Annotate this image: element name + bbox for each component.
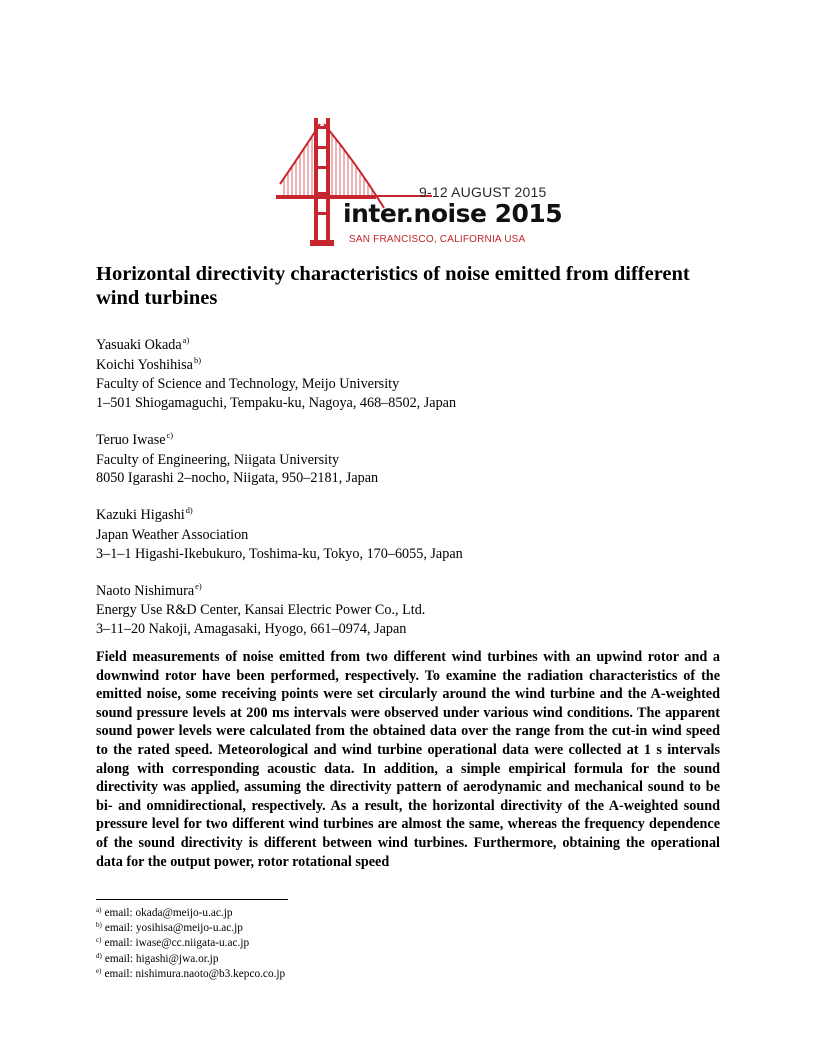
author-mark: d) [185, 505, 193, 516]
conference-date: 9-12 AUGUST 2015 [419, 184, 547, 200]
author-name: Kazuki Higashi$^{d)}$ [96, 505, 193, 524]
conference-location: SAN FRANCISCO, CALIFORNIA USA [349, 234, 526, 245]
author-group [96, 582, 736, 639]
address: 3–1–1 Higashi-Ikebukuro, Toshima-ku, Tokyo, 170–6055, Japan [96, 545, 463, 562]
abstract: Field measurements of noise emitted from two different wind turbines with an upwind rotor and a downwind rotor have been performed, respectively. To examine the radiation characteristics of the emitted noise, some receiving points were set circularly around the wind turbine and the A-weighted sound pressure levels at 200 ms intervals were observed under various wind conditions. The apparent sound power levels were calculated from the obtained data over the range from the cut-in wind speed to the rated speed. Meteorological and wind turbine operational data were collected at 1 s intervals along with corresponding acoustic data. In addition, a simple empirical formula for the sound directivity was applied, assuming the directivity pattern of aerodynamic and mechanical sound to be bi- and omnidirectional, respectively. As a result, the horizontal directivity of the A-weighted sound pressure level for two different wind turbines are almost the same, whereas the frequency dependence of the sound directivity is different between wind turbines. Furthermore, obtaining the operational data for the output power, rotor rotational speed [96, 649, 720, 870]
footnote: $^{d)}$ email: higashi@jwa.or.jp [96, 951, 219, 965]
footnotes [96, 906, 285, 982]
paper-title: Horizontal directivity characteristics of noise emitted from different wind turbines [96, 263, 690, 309]
conference-logo [272, 112, 563, 250]
author-group [96, 431, 736, 488]
author-group [96, 506, 736, 563]
affiliation: Faculty of Science and Technology, Meijo University [96, 376, 400, 393]
author-name: Koichi Yoshihisa$^{b)}$ [96, 354, 202, 373]
address: 1–501 Shiogamaguchi, Tempaku-ku, Nagoya, 468–8502, Japan [96, 394, 457, 411]
footnote-divider [96, 899, 288, 900]
affiliation: Japan Weather Association [96, 526, 249, 543]
conference-brand: inter.noise 2015 [343, 199, 563, 228]
author-name: Teruo Iwase$^{c)}$ [96, 429, 174, 448]
author-mark: e) [195, 580, 202, 591]
author-mark: b) [193, 354, 202, 365]
author-name: Yasuaki Okada$^{a)}$ [96, 335, 190, 353]
footnote: $^{b)}$ email: yosihisa@meijo-u.ac.jp [96, 921, 243, 935]
author-mark: a) [182, 335, 190, 345]
address: 3–11–20 Nakoji, Amagasaki, Hyogo, 661–0974, Japan [96, 620, 407, 637]
affiliation: Energy Use R&D Center, Kansai Electric Power Co., Ltd. [96, 602, 426, 619]
author-mark: c) [166, 429, 174, 440]
footnote: $^{c)}$ email: iwase@cc.niigata-u.ac.jp [96, 936, 250, 950]
footnote: $^{e)}$ email: nishimura.naoto@b3.kepco.co.jp [96, 966, 286, 980]
golden-gate-bridge-icon [272, 112, 548, 250]
address: 8050 Igarashi 2–nocho, Niigata, 950–2181, Japan [96, 470, 379, 487]
author-name: Naoto Nishimura$^{e)}$ [96, 580, 202, 599]
author-list [96, 336, 736, 657]
affiliation: Faculty of Engineering, Niigata University [96, 451, 340, 468]
footnote: $^{a)}$ email: okada@meijo-u.ac.jp [96, 906, 233, 919]
author-group [96, 336, 736, 412]
